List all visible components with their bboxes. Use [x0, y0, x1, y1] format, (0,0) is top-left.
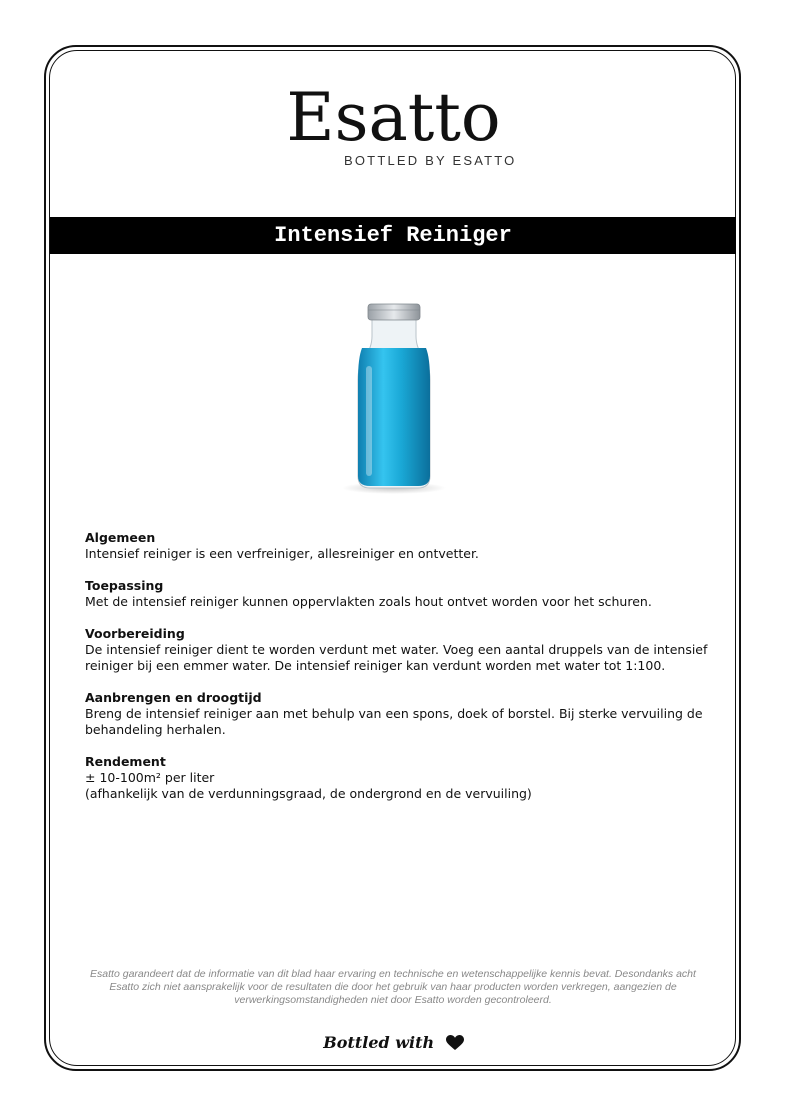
blue-bottle-icon: [284, 296, 504, 516]
section-toepassing: [85, 578, 715, 610]
product-title: Intensief Reiniger: [274, 223, 512, 248]
brand-logo: Esatto: [286, 79, 501, 156]
heart-icon: [446, 1035, 464, 1055]
section-text: Met de intensief reiniger kunnen oppervlakten zoals hout ontvet worden voor het schuren.: [85, 594, 652, 609]
product-description: [85, 530, 715, 818]
footer-signature: [0, 1033, 787, 1055]
section-text: (afhankelijk van de verdunningsgraad, de ondergrond en de vervuiling): [85, 786, 532, 801]
section-title: Aanbrengen en droogtijd: [85, 690, 262, 705]
brand-tagline: BOTTLED BY ESATTO: [344, 153, 517, 168]
section-voorbereiding: [85, 626, 715, 674]
footer-text: Bottled with: [323, 1033, 435, 1052]
section-title: Rendement: [85, 754, 166, 769]
section-aanbrengen-en-droogtijd: [85, 690, 715, 738]
section-rendement: [85, 754, 715, 802]
section-title: Voorbereiding: [85, 626, 185, 641]
section-text: Breng de intensief reiniger aan met behulp van een spons, doek of borstel. Bij sterke vervuiling de behandeling herhalen.: [85, 706, 703, 737]
section-title: Toepassing: [85, 578, 164, 593]
disclaimer-text: Esatto garandeert dat de informatie van dit blad haar ervaring en technische en wetenschappelijke kennis bevat. Desondanks acht Esatto zich niet aansprakelijk voor de resultaten die door het gebruik van haar producten worden verkregen, aangezien de verwerkingsomstandigheden niet door Esatto worden gecontroleerd.: [90, 968, 696, 1006]
section-text: Intensief reiniger is een verfreiniger, allesreiniger en ontvetter.: [85, 546, 479, 561]
section-text: De intensief reiniger dient te worden verdunt met water. Voeg een aantal druppels van de intensief reiniger bij een emmer water. De intensief reiniger kan verdunt worden met water tot 1:100.: [85, 642, 708, 673]
section-algemeen: [85, 530, 715, 562]
section-title: Algemeen: [85, 530, 156, 545]
product-title-bar: [50, 217, 736, 254]
section-text: ± 10-100m² per liter: [85, 770, 215, 785]
product-image: [284, 296, 504, 516]
